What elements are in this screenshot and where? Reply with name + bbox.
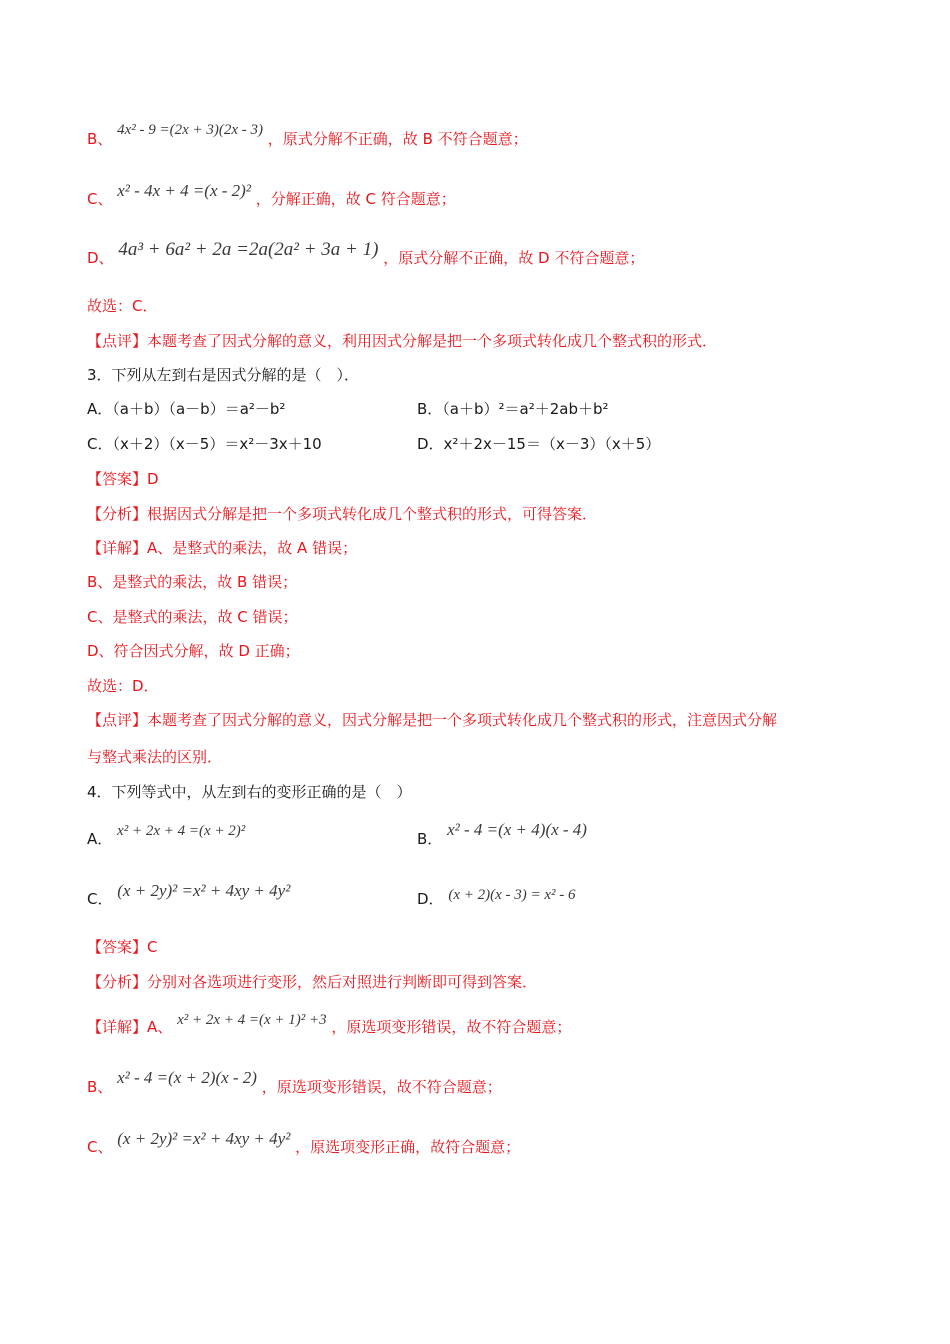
q2-comment-text: 本题考查了因式分解的意义，利用因式分解是把一个多项式转化成几个整式积的形式． (147, 332, 718, 350)
q4-detail-c-formula: (x + 2y)² =x² + 4xy + 4y² (117, 1129, 291, 1148)
q2-option-d-line (87, 239, 645, 269)
q4-analysis-text: 分别对各选项进行变形，然后对照进行判断即可得到答案． (147, 973, 538, 991)
q2-d-text: ，原式分解不正确，故 D 不符合题意； (383, 249, 645, 267)
q4-answer-tag: 【答案】 (87, 938, 148, 956)
q4-detail-a (87, 1012, 572, 1039)
q3-answer (87, 468, 159, 490)
q3-detail-d: D、符合因式分解，故 D 正确； (87, 642, 300, 660)
q4-detail-a-text: ，原选项变形错误，故不符合题意； (331, 1018, 572, 1036)
q3-answer-value: D (147, 470, 159, 488)
q4-detail-tag: 【详解】 (87, 1018, 148, 1036)
q4-d-formula: (x + 2)(x - 3) = x² - 6 (448, 887, 576, 903)
q3-detail-c: C、是整式的乘法，故 C 错误； (87, 608, 298, 626)
q4-detail-b-formula: x² - 4 =(x + 2)(x - 2) (117, 1068, 257, 1087)
q2-b-formula: 4x² - 9 =(2x + 3)(2x - 3) (117, 122, 264, 138)
q4-detail-b-text: ，原选项变形错误，故不符合题意； (261, 1078, 502, 1096)
q3-analysis-text: 根据因式分解是把一个多项式转化成几个整式积的形式，可得答案． (147, 505, 598, 523)
q2-d-label: D、 (87, 249, 114, 267)
q4-a-label: A． (87, 830, 113, 848)
q2-comment (87, 330, 717, 352)
q2-b-label: B、 (87, 130, 113, 148)
q4-detail-a-label: A、 (147, 1018, 173, 1036)
q2-c-label: C、 (87, 190, 113, 208)
q2-option-c-line (87, 181, 456, 210)
q3-analysis-tag: 【分析】 (87, 505, 148, 523)
q4-b-label: B． (417, 830, 443, 848)
q4-detail-c-text: ，原选项变形正确，故符合题意； (295, 1138, 521, 1156)
q3-analysis (87, 503, 597, 525)
q3-comment-text1: 本题考查了因式分解的意义，因式分解是把一个多项式转化成几个整式积的形式，注意因式分解 (147, 711, 778, 729)
q3-choice: 故选：D． (87, 677, 159, 695)
q2-c-text: ，分解正确，故 C 符合题意； (255, 190, 456, 208)
q3-detail-a (87, 537, 357, 559)
q4-option-b (417, 820, 587, 850)
q3-option-b: B．（a＋b）²＝a²＋2ab＋b² (417, 400, 609, 418)
q4-option-d (417, 888, 576, 911)
q4-stem: 4．下列等式中，从左到右的变形正确的是（ ） (87, 783, 412, 801)
q4-analysis-tag: 【分析】 (87, 973, 148, 991)
q3-detail-a-text: A、是整式的乘法，故 A 错误； (147, 539, 358, 557)
q3-detail-tag: 【详解】 (87, 539, 148, 557)
q2-c-formula: x² - 4x + 4 =(x - 2)² (117, 181, 251, 200)
q3-comment-line2: 与整式乘法的区别． (87, 748, 223, 766)
q4-detail-c-label: C、 (87, 1138, 113, 1156)
q3-comment-line1 (87, 709, 777, 731)
q4-c-label: C． (87, 890, 113, 908)
q4-a-formula: x² + 2x + 4 =(x + 2)² (117, 823, 246, 839)
q4-analysis (87, 971, 537, 993)
q2-d-formula: 4a³ + 6a² + 2a =2a(2a² + 3a + 1) (118, 239, 379, 260)
q2-choice: 故选：C． (87, 297, 158, 315)
q4-detail-c (87, 1129, 521, 1158)
q4-b-formula: x² - 4 =(x + 4)(x - 4) (447, 820, 587, 839)
q3-option-c: C．（x＋2）（x－5）＝x²－3x＋10 (87, 435, 322, 453)
q4-d-label: D． (417, 890, 444, 908)
q3-option-d: D．x²＋2x－15＝（x－3）（x＋5） (417, 435, 661, 453)
q4-detail-b-label: B、 (87, 1078, 113, 1096)
q4-option-c (87, 881, 291, 910)
q2-b-text: ，原式分解不正确，故 B 不符合题意； (267, 130, 528, 148)
q3-option-a: A．（a＋b）（a－b）＝a²－b² (87, 400, 286, 418)
q4-answer-value: C (147, 938, 158, 956)
q4-detail-a-formula: x² + 2x + 4 =(x + 1)² +3 (177, 1012, 327, 1028)
q2-comment-tag: 【点评】 (87, 332, 148, 350)
q4-c-formula: (x + 2y)² =x² + 4xy + 4y² (117, 881, 291, 900)
q4-option-a (87, 823, 246, 851)
q4-detail-b (87, 1068, 502, 1098)
q3-comment-tag: 【点评】 (87, 711, 148, 729)
q3-detail-b: B、是整式的乘法，故 B 错误； (87, 573, 298, 591)
q3-answer-tag: 【答案】 (87, 470, 148, 488)
q3-stem: 3．下列从左到右是因式分解的是（ ）． (87, 366, 360, 384)
q2-option-b-line (87, 122, 528, 151)
q4-answer (87, 936, 158, 958)
